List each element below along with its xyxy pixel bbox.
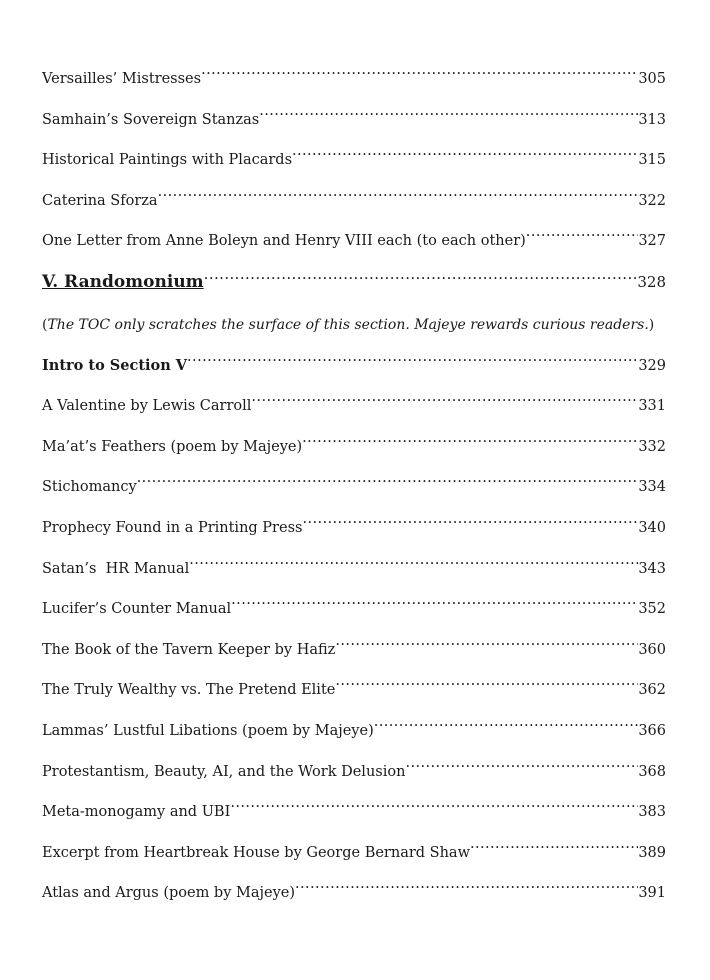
toc-entry — [42, 107, 666, 148]
toc-entry — [42, 434, 666, 475]
toc-entry — [42, 515, 666, 556]
section-title: V. Randomonium — [42, 271, 204, 292]
note-close-paren: ) — [648, 316, 655, 333]
dot-leader — [259, 108, 638, 124]
toc-entry-page: 322 — [638, 192, 666, 209]
toc-entry-title: Satan’s HR Manual — [42, 560, 190, 577]
toc-entry-page: 315 — [638, 152, 666, 169]
dot-leader — [526, 229, 639, 245]
dot-leader — [302, 435, 638, 451]
dot-leader — [189, 557, 638, 573]
toc-entry-page: 340 — [638, 519, 666, 536]
toc-entry — [42, 759, 666, 800]
toc-entry-title: Historical Paintings with Placards — [42, 152, 293, 169]
toc-entry — [42, 677, 666, 718]
dot-leader — [292, 148, 638, 164]
toc-entry-page: 391 — [638, 885, 666, 902]
dot-leader — [201, 67, 638, 83]
toc-entry-page: 329 — [638, 357, 666, 374]
toc-entry-page: 368 — [638, 763, 666, 780]
toc-entry-title: Intro to Section V — [42, 356, 188, 374]
toc-entry-page: 327 — [638, 233, 666, 250]
dot-leader — [251, 394, 638, 410]
toc-entry-title: Prophecy Found in a Printing Press — [42, 519, 303, 536]
toc-entry-title: One Letter from Anne Boleyn and Henry VIII each (to each other) — [42, 233, 526, 250]
toc-entry-title: Versailles’ Mistresses — [42, 71, 202, 87]
toc-entry-title: Stichomancy — [42, 479, 137, 496]
toc-entry-page: 305 — [638, 71, 666, 87]
dot-leader — [335, 678, 638, 694]
toc-entry-title: Excerpt from Heartbreak House by George Bernard Shaw — [42, 844, 470, 861]
toc-entry-page: 331 — [638, 398, 666, 415]
toc-entry-page: 362 — [638, 682, 666, 699]
toc-section-heading — [42, 269, 666, 312]
section-note — [42, 312, 666, 353]
toc-entry — [42, 840, 666, 881]
toc-entry — [42, 556, 666, 597]
dot-leader — [295, 881, 638, 897]
toc-entry — [42, 637, 666, 678]
dot-leader — [158, 189, 639, 205]
toc-entry-page: 389 — [638, 844, 666, 861]
dot-leader — [335, 638, 638, 654]
toc-entry — [42, 66, 666, 107]
toc-entry — [42, 596, 666, 637]
toc-entry-title: Caterina Sforza — [42, 192, 158, 209]
toc-entry-page: 332 — [638, 438, 666, 455]
toc-entry-page: 313 — [638, 111, 666, 128]
dot-leader — [374, 719, 639, 735]
toc-entry — [42, 228, 666, 269]
toc-entry-title: Samhain’s Sovereign Stanzas — [42, 111, 260, 128]
toc-entry-title: Atlas and Argus (poem by Majeye) — [42, 885, 296, 902]
toc-entry-page: 343 — [638, 560, 666, 577]
toc-entry-title: Lammas’ Lustful Libations (poem by Majeye) — [42, 722, 374, 739]
dot-leader — [137, 475, 639, 491]
toc-entry-intro — [42, 353, 666, 394]
dot-leader — [302, 516, 638, 532]
toc-entry-page: 366 — [638, 722, 666, 739]
toc-entry-page: 360 — [638, 641, 666, 658]
toc-entry — [42, 147, 666, 188]
toc-entry — [42, 880, 666, 921]
toc-entry-title: Meta-monogamy and UBI — [42, 804, 231, 821]
note-text: The TOC only scratches the surface of this section. Majeye rewards curious readers. — [47, 316, 649, 333]
toc-entry-title: Ma’at’s Feathers (poem by Majeye) — [42, 438, 303, 455]
toc-entry — [42, 393, 666, 434]
toc-entry-title: The Book of the Tavern Keeper by Hafiz — [42, 641, 336, 658]
dot-leader — [470, 841, 638, 857]
toc-entry — [42, 799, 666, 840]
dot-leader — [405, 760, 638, 776]
toc-entry-page: 383 — [638, 804, 666, 821]
toc-entry — [42, 188, 666, 229]
toc-entry-page: 334 — [638, 479, 666, 496]
toc-entry-title: Lucifer’s Counter Manual — [42, 601, 232, 618]
dot-leader — [231, 597, 638, 613]
toc-entry-title: The Truly Wealthy vs. The Pretend Elite — [42, 682, 336, 699]
toc-entry — [42, 718, 666, 759]
toc-entry — [42, 474, 666, 515]
dot-leader — [204, 271, 638, 287]
section-page: 328 — [637, 272, 666, 291]
toc-entry-title: Protestantism, Beauty, AI, and the Work Delusion — [42, 763, 406, 780]
note-open-paren: ( — [42, 316, 48, 333]
dot-leader — [230, 800, 638, 816]
table-of-contents — [42, 66, 666, 921]
toc-entry-page: 352 — [638, 601, 666, 618]
dot-leader — [187, 354, 638, 370]
toc-entry-title: A Valentine by Lewis Carroll — [42, 398, 252, 415]
